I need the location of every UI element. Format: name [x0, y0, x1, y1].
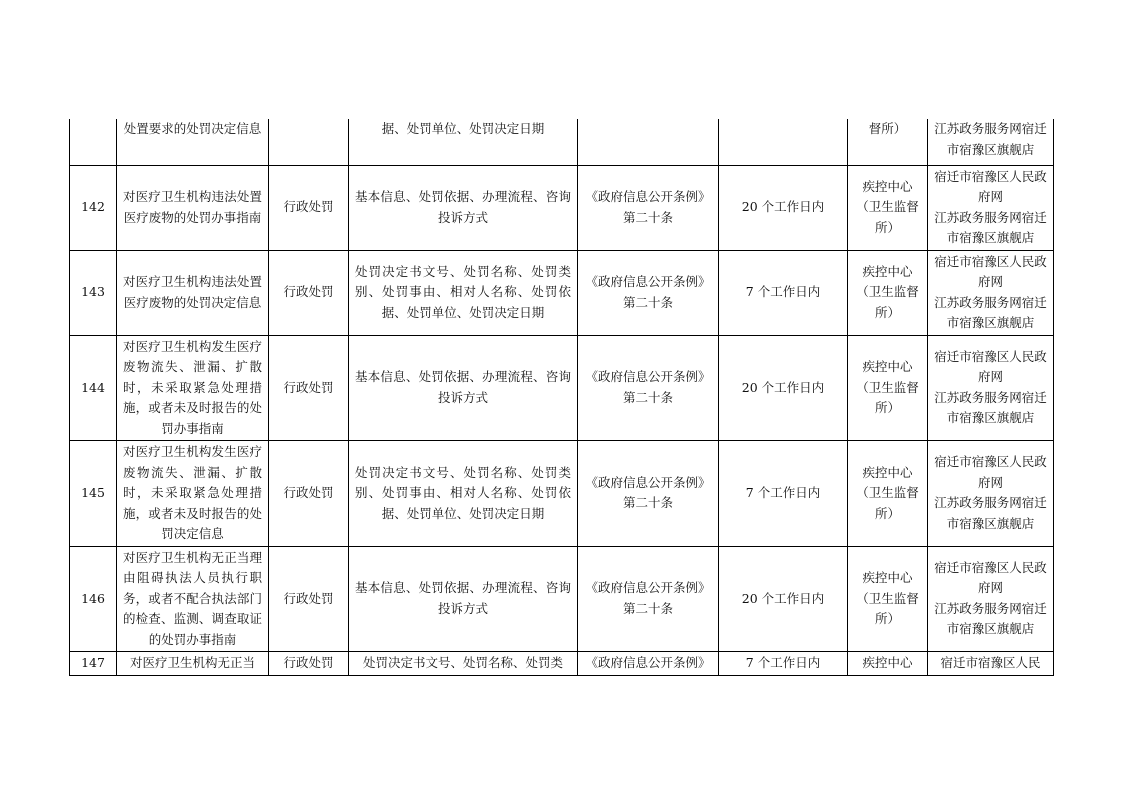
- disclosure-content: 基本信息、处罚依据、办理流程、咨询投诉方式: [349, 335, 578, 441]
- row-number: 142: [70, 165, 117, 250]
- time-limit: 7 个工作日内: [719, 441, 848, 547]
- row-number: 146: [70, 546, 117, 652]
- item-category: 行政处罚: [269, 652, 349, 676]
- item-name: 对医疗卫生机构无正当理由阻碍执法人员执行职务，或者不配合执法部门的检查、监测、调查取证的处罚办事指南: [117, 546, 269, 652]
- responsible-department: 疾控中心（卫生监督所）: [848, 441, 928, 547]
- item-category: [269, 119, 349, 165]
- disclosure-basis: 《政府信息公开条例》第二十条: [578, 441, 719, 547]
- item-name: 处置要求的处罚决定信息: [117, 119, 269, 165]
- disclosure-channel: 宿迁市宿豫区人民政府网 江苏政务服务网宿迁市宿豫区旗舰店: [928, 250, 1054, 335]
- item-category: 行政处罚: [269, 250, 349, 335]
- disclosure-basis: 《政府信息公开条例》第二十条: [578, 250, 719, 335]
- disclosure-basis: 《政府信息公开条例》第二十条: [578, 335, 719, 441]
- disclosure-basis: 《政府信息公开条例》第二十条: [578, 165, 719, 250]
- disclosure-basis: 《政府信息公开条例》第二十条: [578, 546, 719, 652]
- row-number: 144: [70, 335, 117, 441]
- table-row: [70, 546, 1054, 652]
- responsible-department: 疾控中心（卫生监督所）: [848, 546, 928, 652]
- disclosure-content: 基本信息、处罚依据、办理流程、咨询投诉方式: [349, 165, 578, 250]
- disclosure-content: 处罚决定书文号、处罚名称、处罚类: [349, 652, 578, 676]
- time-limit: 20 个工作日内: [719, 165, 848, 250]
- item-category: 行政处罚: [269, 165, 349, 250]
- table-row: [70, 441, 1054, 547]
- disclosure-channel: 宿迁市宿豫区人民政府网 江苏政务服务网宿迁市宿豫区旗舰店: [928, 165, 1054, 250]
- time-limit: 7 个工作日内: [719, 652, 848, 676]
- responsible-department: 疾控中心（卫生监督所）: [848, 250, 928, 335]
- item-name: 对医疗卫生机构无正当: [117, 652, 269, 676]
- disclosure-content: 处罚决定书文号、处罚名称、处罚类别、处罚事由、相对人名称、处罚依据、处罚单位、处罚决定日期: [349, 250, 578, 335]
- table-row: [70, 165, 1054, 250]
- disclosure-channel: 宿迁市宿豫区人民政府网 江苏政务服务网宿迁市宿豫区旗舰店: [928, 441, 1054, 547]
- row-number: 145: [70, 441, 117, 547]
- table-row: [70, 335, 1054, 441]
- disclosure-content: 基本信息、处罚依据、办理流程、咨询投诉方式: [349, 546, 578, 652]
- disclosure-channel: 宿迁市宿豫区人民政府网 江苏政务服务网宿迁市宿豫区旗舰店: [928, 335, 1054, 441]
- item-name: 对医疗卫生机构发生医疗废物流失、泄漏、扩散时，未采取紧急处理措施，或者未及时报告的处罚办事指南: [117, 335, 269, 441]
- disclosure-table: [69, 119, 1054, 676]
- disclosure-channel: 宿迁市宿豫区人民政府网 江苏政务服务网宿迁市宿豫区旗舰店: [928, 546, 1054, 652]
- disclosure-basis: 《政府信息公开条例》: [578, 652, 719, 676]
- time-limit: 7 个工作日内: [719, 250, 848, 335]
- row-number: [70, 119, 117, 165]
- disclosure-channel: 宿迁市宿豫区人民: [928, 652, 1054, 676]
- responsible-department: 疾控中心（卫生监督所）: [848, 165, 928, 250]
- item-name: 对医疗卫生机构违法处置医疗废物的处罚办事指南: [117, 165, 269, 250]
- table-row: [70, 119, 1054, 165]
- time-limit: 20 个工作日内: [719, 546, 848, 652]
- disclosure-basis: [578, 119, 719, 165]
- responsible-department: 疾控中心: [848, 652, 928, 676]
- responsible-department: 疾控中心（卫生监督所）: [848, 335, 928, 441]
- row-number: 143: [70, 250, 117, 335]
- responsible-department: 督所）: [848, 119, 928, 165]
- table-row: [70, 250, 1054, 335]
- disclosure-content: 处罚决定书文号、处罚名称、处罚类别、处罚事由、相对人名称、处罚依据、处罚单位、处罚决定日期: [349, 441, 578, 547]
- time-limit: [719, 119, 848, 165]
- disclosure-channel: 江苏政务服务网宿迁市宿豫区旗舰店: [928, 119, 1054, 165]
- item-category: 行政处罚: [269, 335, 349, 441]
- time-limit: 20 个工作日内: [719, 335, 848, 441]
- disclosure-content: 据、处罚单位、处罚决定日期: [349, 119, 578, 165]
- item-name: 对医疗卫生机构违法处置医疗废物的处罚决定信息: [117, 250, 269, 335]
- item-name: 对医疗卫生机构发生医疗废物流失、泄漏、扩散时，未采取紧急处理措施，或者未及时报告的处罚决定信息: [117, 441, 269, 547]
- row-number: 147: [70, 652, 117, 676]
- item-category: 行政处罚: [269, 441, 349, 547]
- table-row: [70, 652, 1054, 676]
- item-category: 行政处罚: [269, 546, 349, 652]
